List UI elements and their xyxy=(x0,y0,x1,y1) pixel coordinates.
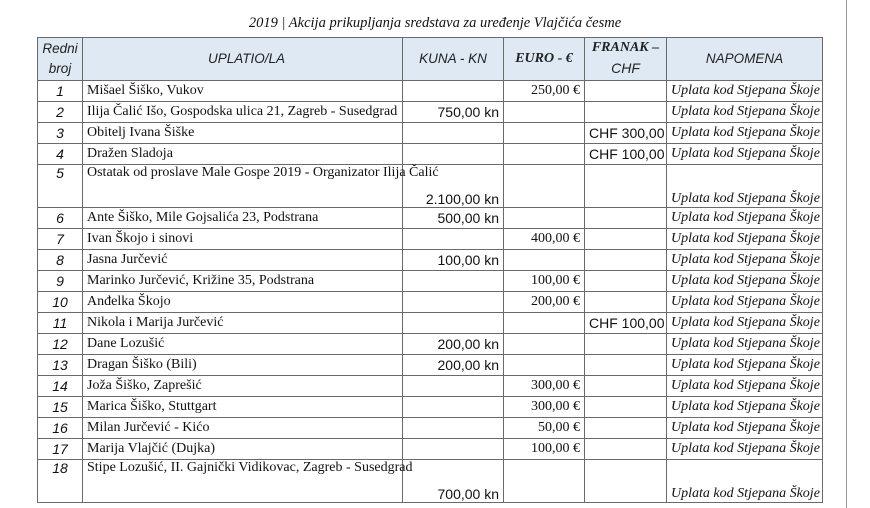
row-donor-name: Ante Šiško, Mile Gojsalića 23, Podstrana xyxy=(83,208,403,229)
table-row xyxy=(38,102,823,123)
table-header-row xyxy=(38,38,823,81)
row-number: 14 xyxy=(38,376,83,397)
row-donor-name: Milan Jurčević - Kićo xyxy=(83,418,403,439)
row-note: Uplata kod Stjepana Škoje xyxy=(667,292,823,313)
row-donor-name: Joža Šiško, Zaprešić xyxy=(83,376,403,397)
row-donor-name: Dražen Sladoja xyxy=(83,144,403,165)
row-note: Uplata kod Stjepana Škoje xyxy=(667,376,823,397)
row-amount-kuna xyxy=(403,292,504,313)
row-amount-euro: 100,00 € xyxy=(504,439,585,460)
document-title: 2019 | Akcija prikupljanja sredstava za uređenje Vlajčića česme xyxy=(248,15,622,31)
row-note: Uplata kod Stjepana Škoje xyxy=(667,81,823,102)
header-redni-broj xyxy=(38,38,83,81)
row-note: Uplata kod Stjepana Škoje xyxy=(667,397,823,418)
row-amount-euro xyxy=(504,208,585,229)
row-donor-name: Marinko Jurčević, Križine 35, Podstrana xyxy=(83,271,403,292)
row-donor-name: Stipe Lozušić, II. Gajnički Vidikovac, Zagreb - Susedgrad xyxy=(83,460,403,503)
row-amount-chf xyxy=(585,229,667,250)
table-row xyxy=(38,376,823,397)
row-amount-chf xyxy=(585,397,667,418)
row-amount-chf xyxy=(585,334,667,355)
row-amount-euro xyxy=(504,102,585,123)
row-number: 3 xyxy=(38,123,83,144)
row-number: 9 xyxy=(38,271,83,292)
row-amount-kuna: 100,00 kn xyxy=(403,250,504,271)
row-amount-chf: CHF 100,00 xyxy=(585,313,667,334)
row-amount-kuna xyxy=(403,418,504,439)
row-donor-name: Nikola i Marija Jurčević xyxy=(83,313,403,334)
row-number: 8 xyxy=(38,250,83,271)
row-amount-euro: 300,00 € xyxy=(504,397,585,418)
row-amount-kuna xyxy=(403,144,504,165)
table-row xyxy=(38,271,823,292)
header-kuna: KUNA - KN xyxy=(403,38,504,81)
row-amount-chf xyxy=(585,418,667,439)
row-amount-euro: 400,00 € xyxy=(504,229,585,250)
row-amount-euro xyxy=(504,123,585,144)
row-amount-kuna: 200,00 kn xyxy=(403,355,504,376)
row-number: 2 xyxy=(38,102,83,123)
table-row xyxy=(38,165,823,208)
row-amount-chf xyxy=(585,460,667,503)
table-row xyxy=(38,229,823,250)
row-amount-chf xyxy=(585,355,667,376)
row-donor-name: Mišael Šiško, Vukov xyxy=(83,81,403,102)
table-row xyxy=(38,397,823,418)
row-number: 4 xyxy=(38,144,83,165)
row-note: Uplata kod Stjepana Škoje xyxy=(667,271,823,292)
page-edge-rule xyxy=(846,0,847,508)
row-amount-kuna xyxy=(403,313,504,334)
row-note: Uplata kod Stjepana Škoje xyxy=(667,165,823,208)
row-number: 6 xyxy=(38,208,83,229)
row-amount-chf xyxy=(585,250,667,271)
row-donor-name: Marija Vlajčić (Dujka) xyxy=(83,439,403,460)
row-donor-name: Ilija Čalić Išo, Gospodska ulica 21, Zagreb - Susedgrad xyxy=(83,102,403,123)
table-row xyxy=(38,355,823,376)
row-number: 12 xyxy=(38,334,83,355)
row-amount-kuna: 500,00 kn xyxy=(403,208,504,229)
donations-table xyxy=(37,37,823,503)
row-amount-kuna xyxy=(403,271,504,292)
row-donor-name: Marica Šiško, Stuttgart xyxy=(83,397,403,418)
row-amount-chf xyxy=(585,292,667,313)
row-donor-name: Dragan Šiško (Bili) xyxy=(83,355,403,376)
row-amount-kuna: 2.100,00 kn xyxy=(403,165,504,208)
row-amount-euro xyxy=(504,144,585,165)
table-row xyxy=(38,292,823,313)
row-amount-chf xyxy=(585,376,667,397)
header-franak xyxy=(585,38,667,81)
row-amount-kuna: 750,00 kn xyxy=(403,102,504,123)
table-row xyxy=(38,123,823,144)
row-note: Uplata kod Stjepana Škoje xyxy=(667,355,823,376)
row-number: 16 xyxy=(38,418,83,439)
row-note: Uplata kod Stjepana Škoje xyxy=(667,250,823,271)
row-amount-chf xyxy=(585,439,667,460)
row-amount-kuna xyxy=(403,397,504,418)
row-amount-chf xyxy=(585,271,667,292)
table-row xyxy=(38,81,823,102)
row-donor-name: Anđelka Škojo xyxy=(83,292,403,313)
row-amount-euro: 300,00 € xyxy=(504,376,585,397)
row-number: 17 xyxy=(38,439,83,460)
row-amount-chf xyxy=(585,81,667,102)
table-row xyxy=(38,144,823,165)
row-amount-euro xyxy=(504,460,585,503)
row-donor-name: Dane Lozušić xyxy=(83,334,403,355)
row-note: Uplata kod Stjepana Škoje xyxy=(667,208,823,229)
row-amount-euro xyxy=(504,250,585,271)
row-note: Uplata kod Stjepana Škoje xyxy=(667,439,823,460)
row-number: 11 xyxy=(38,313,83,334)
row-donor-name: Ivan Škojo i sinovi xyxy=(83,229,403,250)
table-row xyxy=(38,418,823,439)
row-note: Uplata kod Stjepana Škoje xyxy=(667,102,823,123)
header-redni-broj-line2: broj xyxy=(48,61,72,76)
table-row xyxy=(38,208,823,229)
row-number: 10 xyxy=(38,292,83,313)
row-amount-chf xyxy=(585,165,667,208)
row-amount-euro xyxy=(504,165,585,208)
header-franak-line2: CHF xyxy=(611,60,640,76)
table-row xyxy=(38,334,823,355)
row-note: Uplata kod Stjepana Škoje xyxy=(667,460,823,503)
row-number: 18 xyxy=(38,460,83,503)
header-napomena: NAPOMENA xyxy=(667,38,823,81)
row-number: 13 xyxy=(38,355,83,376)
row-number: 7 xyxy=(38,229,83,250)
row-donor-name: Obitelj Ivana Šiške xyxy=(83,123,403,144)
row-amount-euro xyxy=(504,355,585,376)
row-amount-kuna: 700,00 kn xyxy=(403,460,504,503)
row-amount-chf xyxy=(585,208,667,229)
table-body xyxy=(38,81,823,503)
row-note: Uplata kod Stjepana Škoje xyxy=(667,313,823,334)
table-row xyxy=(38,460,823,503)
header-franak-line1: FRANAK – xyxy=(591,40,660,55)
row-amount-euro xyxy=(504,334,585,355)
row-amount-euro xyxy=(504,313,585,334)
row-donor-name: Jasna Jurčević xyxy=(83,250,403,271)
row-amount-chf xyxy=(585,102,667,123)
row-number: 5 xyxy=(38,165,83,208)
table-row xyxy=(38,250,823,271)
row-amount-chf: CHF 100,00 xyxy=(585,144,667,165)
row-note: Uplata kod Stjepana Škoje xyxy=(667,418,823,439)
row-amount-kuna xyxy=(403,229,504,250)
header-uplatio: UPLATIO/LA xyxy=(83,38,403,81)
table-row xyxy=(38,313,823,334)
row-amount-chf: CHF 300,00 xyxy=(585,123,667,144)
row-amount-euro: 100,00 € xyxy=(504,271,585,292)
row-amount-kuna xyxy=(403,81,504,102)
row-number: 15 xyxy=(38,397,83,418)
row-amount-euro: 50,00 € xyxy=(504,418,585,439)
table-row xyxy=(38,439,823,460)
row-amount-euro: 250,00 € xyxy=(504,81,585,102)
row-amount-kuna xyxy=(403,439,504,460)
row-amount-kuna xyxy=(403,376,504,397)
row-donor-name: Ostatak od proslave Male Gospe 2019 - Organizator Ilija Čalić xyxy=(83,165,403,208)
row-note: Uplata kod Stjepana Škoje xyxy=(667,144,823,165)
row-amount-kuna xyxy=(403,123,504,144)
row-note: Uplata kod Stjepana Škoje xyxy=(667,229,823,250)
row-number: 1 xyxy=(38,81,83,102)
row-note: Uplata kod Stjepana Škoje xyxy=(667,334,823,355)
row-note: Uplata kod Stjepana Škoje xyxy=(667,123,823,144)
row-amount-kuna: 200,00 kn xyxy=(403,334,504,355)
row-amount-euro: 200,00 € xyxy=(504,292,585,313)
header-euro: EURO - € xyxy=(504,38,585,81)
header-redni-broj-line1: Redni xyxy=(42,41,78,56)
